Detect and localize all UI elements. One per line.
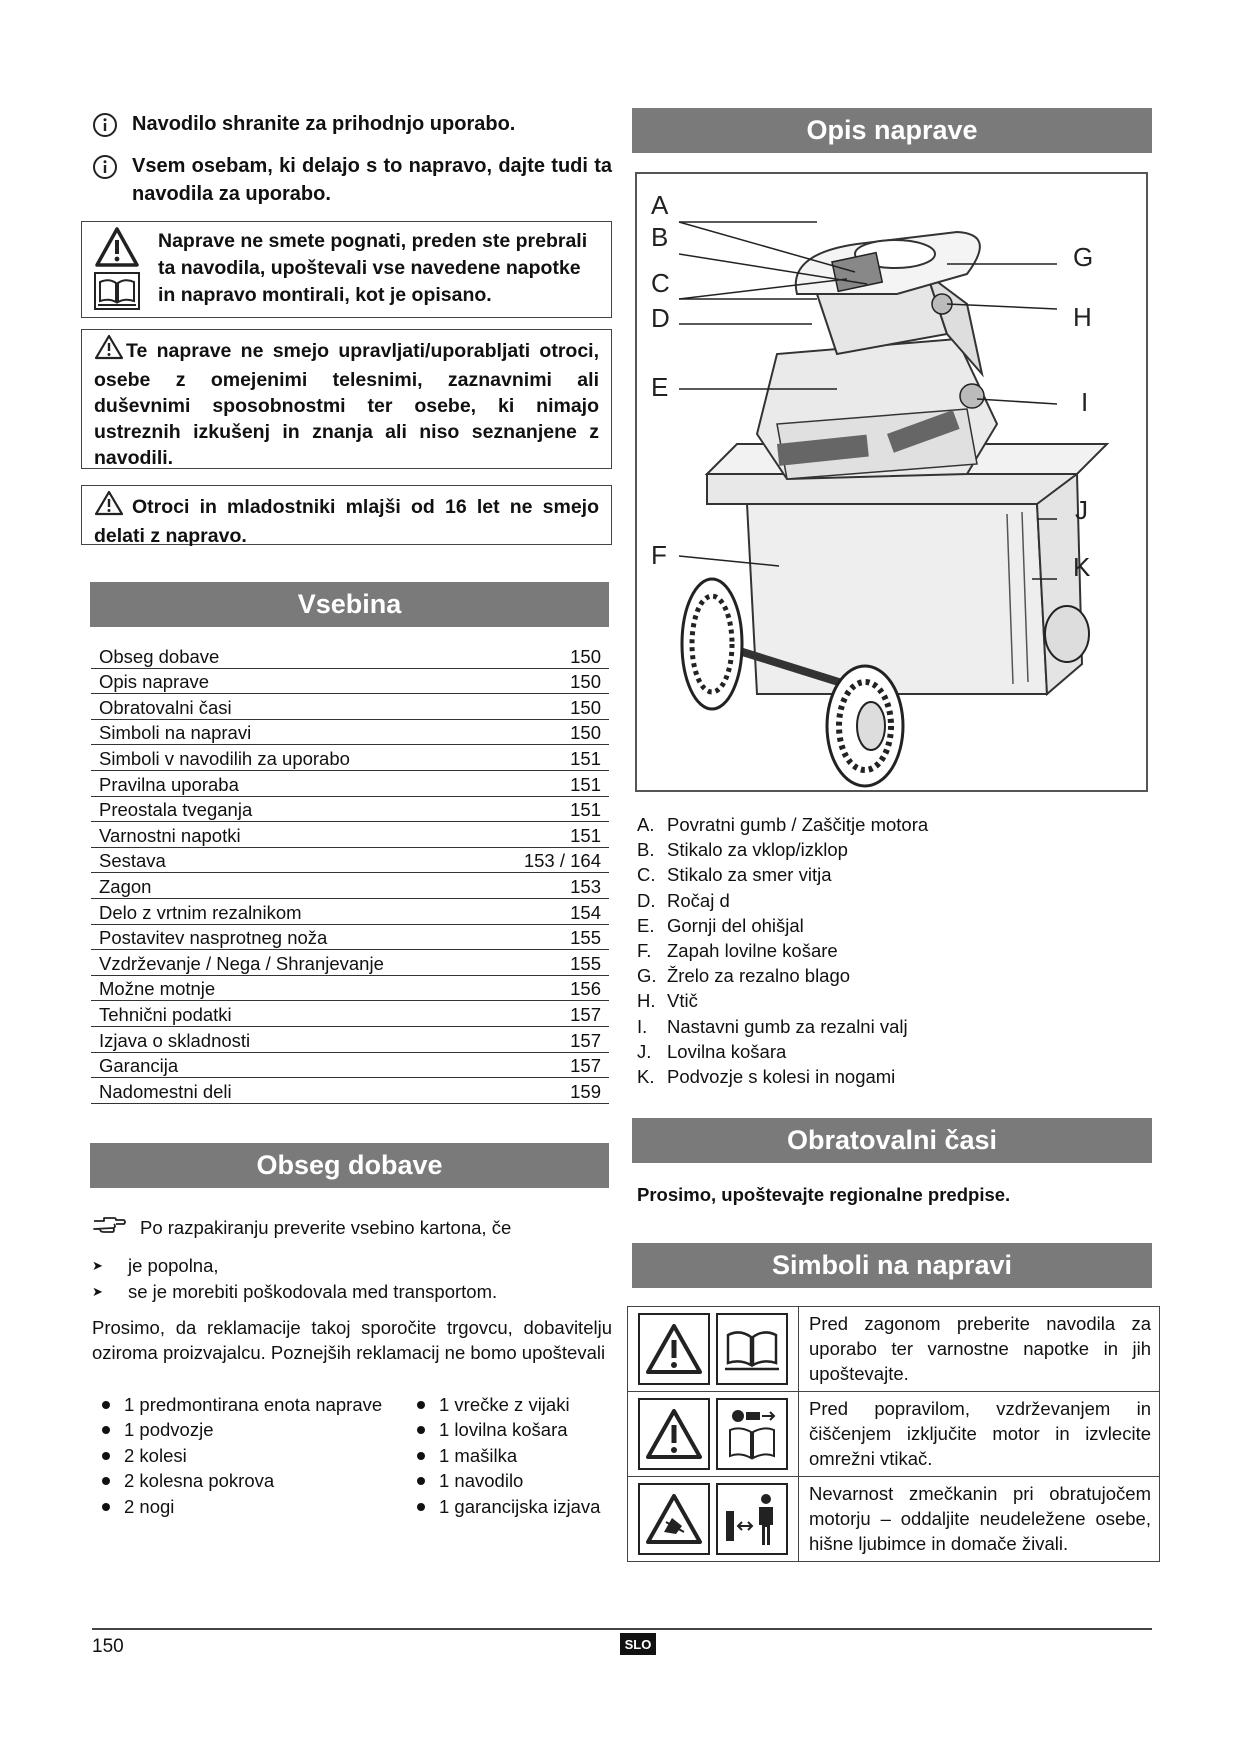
part-label: Povratni gumb / Zaščitje motora [667,814,929,835]
toc-row[interactable] [91,899,609,925]
warning-triangle-icon [94,334,124,367]
supply-item-label: 1 lovilna košara [439,1419,568,1441]
supply-items-left [90,1392,390,1520]
part-item [637,1039,928,1064]
svg-text:K: K [1073,552,1091,582]
part-key: J. [637,1040,652,1062]
supply-item [90,1469,390,1495]
bullet-icon [102,1503,110,1511]
footer-lang-badge: SLO [620,1633,656,1655]
toc-label: Postavitev nasprotneg noža [99,927,328,949]
crush-hazard-icon [638,1483,710,1555]
symbols-table [627,1306,1160,1562]
toc-label: Preostala tveganja [99,799,253,821]
symbol-text: Pred zagonom preberite navodila za uporabo ter varnostne napotke in jih upoštevajte. [809,1313,1151,1384]
toc-label: Tehnični podatki [99,1003,232,1025]
part-key: C. [637,864,656,886]
symbols-title: Simboli na napravi [632,1243,1152,1288]
toc-label: Možne motnje [99,978,216,1000]
toc-label: Nadomestni deli [99,1080,232,1102]
supply-check: se je morebiti poškodovala med transportom. [128,1280,498,1302]
part-key: A. [637,814,655,835]
symbol-text: Nevarnost zmečkanin pri obratujočem motorju – oddaljite neudeležene osebe, hišne ljubimce in domače živali. [809,1483,1151,1554]
toc-label: Opis naprave [99,671,210,693]
part-item [637,963,928,988]
part-label: Vtič [667,990,698,1012]
symbol-row [628,1392,1159,1477]
svg-text:E: E [651,372,669,402]
toc-list [91,643,609,1104]
supply-item-label: 2 kolesna pokrova [124,1470,275,1492]
svg-text:C: C [651,268,670,298]
svg-text:I: I [1081,387,1089,417]
supply-item [90,1494,390,1520]
part-label: Zapah lovilne košare [667,940,838,962]
toc-page: 150 [570,696,601,718]
supply-claim: Prosimo, da reklamacije takoj sporočite trgovcu, dobavitelju oziroma proizvajalcu. Poznejših reklamacij ne bomo upoštevali [92,1317,612,1363]
toc-row[interactable] [91,797,609,823]
bullet-icon [102,1477,110,1485]
toc-row[interactable] [91,848,609,874]
part-item [637,862,928,887]
operating-title: Obratovalni časi [632,1118,1152,1163]
warning-triangle-icon [638,1398,710,1470]
toc-page: 153 [570,875,601,897]
bullet-icon [417,1477,425,1485]
toc-title: Vsebina [90,582,609,627]
footer-rule [92,1628,1152,1630]
supply-item-label: 1 podvozje [124,1419,214,1441]
warning-triangle-icon [94,490,124,523]
toc-row[interactable] [91,694,609,720]
toc-row[interactable] [91,1027,609,1053]
toc-row[interactable] [91,1053,609,1079]
warning-youth-box [81,485,612,545]
warning-read-box [81,221,612,318]
part-item [637,888,928,913]
supply-item-label: 1 mašilka [439,1444,518,1466]
part-label: Podvozje s kolesi in nogami [667,1066,896,1088]
warning-triangle-icon [638,1313,710,1385]
toc-label: Simboli na napravi [99,722,252,744]
supply-item [405,1443,655,1469]
toc-page: 151 [570,747,601,769]
supply-item-label: 2 nogi [124,1495,175,1517]
supply-checks [92,1253,497,1304]
toc-label: Varnostni napotki [99,824,241,846]
supply-item [405,1494,655,1520]
warning-children-text: Te naprave ne smejo upravljati/uporabljati otroci, osebe z omejenimi telesnimi, zaznavnimi ali duševnimi sposobnostmi ter osebe, ki nimajo ustreznih izkušenj in znanja ali niso seznanjene z navodili. [94,340,599,469]
svg-text:D: D [651,303,670,333]
supply-check: je popolna, [128,1255,219,1276]
toc-label: Simboli v navodilih za uporabo [99,747,350,769]
part-label: Žrelo za rezalno blago [667,965,851,987]
parts-list [637,812,928,1089]
unplug-manual-icon [716,1398,788,1470]
toc-page: 157 [570,1003,601,1025]
toc-row[interactable] [91,873,609,899]
symbol-row [628,1477,1159,1561]
part-label: Nastavni gumb za rezalni valj [667,1015,908,1037]
manual-book-icon [716,1313,788,1385]
toc-label: Vzdrževanje / Nega / Shranjevanje [99,952,384,974]
toc-page: 153 / 164 [523,850,601,872]
part-key: E. [637,914,655,936]
warning-youth-text: Otroci in mladostniki mlajši od 16 let ne smejo delati z napravo. [94,496,599,547]
part-key: H. [637,990,656,1012]
supply-item [90,1392,390,1418]
part-key: G. [637,965,657,987]
toc-page: 150 [570,671,601,693]
toc-page: 157 [570,1029,601,1051]
part-item [637,1014,928,1039]
arrow-bullet-icon: ➤ [92,1283,103,1299]
toc-label: Garancija [99,1055,179,1077]
note-keep: Navodilo shranite za prihodnjo uporabo. [132,113,516,135]
bullet-icon [417,1503,425,1511]
bullet-icon [102,1401,110,1409]
toc-page: 159 [570,1080,601,1102]
part-item [637,913,928,938]
arrow-bullet-icon: ➤ [92,1258,103,1273]
manual-book-icon [94,272,140,315]
keep-distance-icon [716,1483,788,1555]
part-key: K. [637,1066,655,1088]
toc-label: Izjava o skladnosti [99,1029,251,1051]
part-item [637,812,928,837]
toc-label: Zagon [99,875,152,897]
toc-page: 154 [570,901,601,923]
toc-page: 157 [570,1055,601,1077]
warning-read-text: Naprave ne smete pognati, preden ste prebrali ta navodila, upoštevali vse navedene napotke in napravo montirali, kot je opisano. [158,230,588,306]
supply-item-label: 2 kolesi [124,1444,187,1466]
symbol-text: Pred popravilom, vzdrževanjem in čiščenjem izključite motor in izvlecite omrežni vtikač. [809,1398,1151,1469]
part-item [637,1064,928,1089]
part-label: Ročaj d [667,889,730,911]
toc-label: Pravilna uporaba [99,773,239,795]
supply-item [405,1469,655,1495]
device-diagram [635,172,1148,792]
bullet-icon [417,1452,425,1460]
note-pass-on: Vsem osebam, ki delajo s to napravo, dajte tudi ta navodila za uporabo. [132,155,612,205]
toc-row[interactable] [91,720,609,746]
toc-label: Obseg dobave [99,645,220,667]
bullet-icon [417,1426,425,1434]
supply-item [90,1418,390,1444]
toc-page: 150 [570,645,601,667]
toc-row[interactable] [91,976,609,1002]
svg-text:A: A [651,190,669,220]
toc-label: Sestava [99,850,166,872]
part-key: B. [637,839,655,861]
warning-triangle-icon [94,226,140,273]
part-key: F. [637,940,652,962]
operating-text: Prosimo, upoštevajte regionalne predpise. [637,1184,1011,1205]
part-item [637,938,928,963]
toc-page: 151 [570,799,601,821]
part-item [637,837,928,862]
part-key: D. [637,889,656,911]
toc-page: 151 [570,824,601,846]
bullet-icon [102,1452,110,1460]
supply-item [405,1418,655,1444]
svg-text:B: B [651,222,669,252]
supply-item [90,1443,390,1469]
pointing-hand-icon [92,1215,126,1242]
supply-intro: Po razpakiranju preverite vsebino kartona, če [140,1217,512,1238]
toc-label: Delo z vrtnim rezalnikom [99,901,302,923]
toc-row[interactable] [91,822,609,848]
toc-row[interactable] [91,643,609,669]
toc-label: Obratovalni časi [99,696,232,718]
bullet-icon [102,1426,110,1434]
supply-items-right [405,1392,655,1520]
description-title: Opis naprave [632,108,1152,153]
info-icon [92,154,118,180]
warning-children-box [81,329,612,469]
info-icon [92,112,118,138]
part-item [637,988,928,1013]
toc-page: 150 [570,722,601,744]
supply-item-label: 1 predmontirana enota naprave [124,1393,383,1415]
part-label: Stikalo za vklop/izklop [667,839,848,861]
symbol-row [628,1307,1159,1392]
toc-row[interactable] [91,745,609,771]
part-label: Stikalo za smer vitja [667,864,832,886]
toc-row[interactable] [91,1001,609,1027]
toc-row[interactable] [91,669,609,695]
supply-item [405,1392,655,1418]
toc-row[interactable] [91,1078,609,1104]
svg-text:H: H [1073,302,1092,332]
svg-text:F: F [651,540,667,570]
toc-row[interactable] [91,950,609,976]
supply-item-label: 1 garancijska izjava [439,1495,601,1517]
toc-row[interactable] [91,925,609,951]
toc-page: 151 [570,773,601,795]
svg-text:J: J [1075,495,1088,525]
footer-page-number: 150 [92,1636,124,1657]
supply-title: Obseg dobave [90,1143,609,1188]
part-label: Lovilna košara [667,1040,787,1062]
toc-page: 156 [570,978,601,1000]
toc-row[interactable] [91,771,609,797]
part-key: I. [637,1015,648,1037]
svg-text:G: G [1073,242,1094,272]
toc-page: 155 [570,927,601,949]
supply-item-label: 1 vrečke z vijaki [439,1393,570,1415]
bullet-icon [417,1401,425,1409]
supply-item-label: 1 navodilo [439,1470,524,1492]
toc-page: 155 [570,952,601,974]
part-label: Gornji del ohišjal [667,914,804,936]
